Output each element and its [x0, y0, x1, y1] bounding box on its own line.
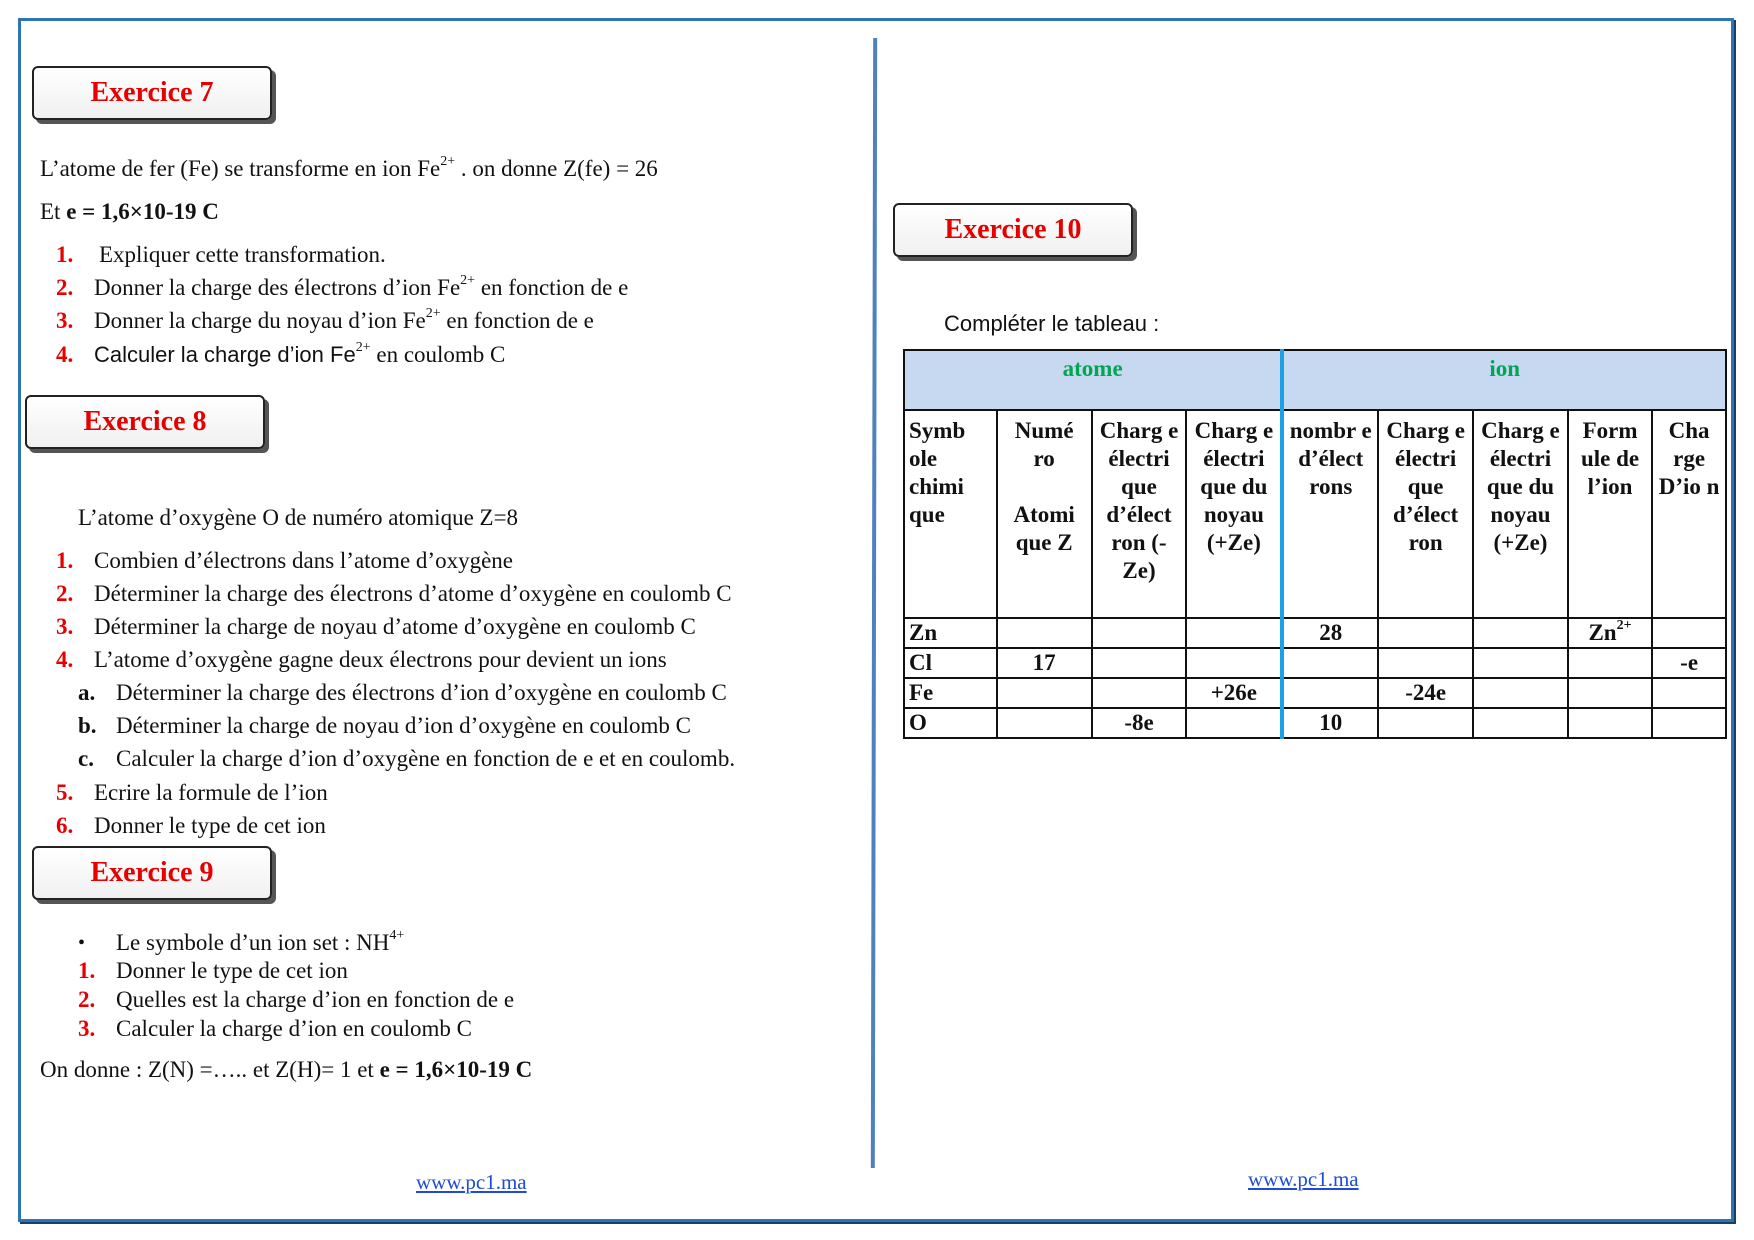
table-cell [997, 708, 1092, 738]
table-cell [1652, 678, 1726, 708]
table-cell [1473, 708, 1568, 738]
exercice-7-title-text: Exercice 7 [90, 77, 214, 108]
ex9-bullet: • [78, 932, 86, 954]
exercice-8-title [25, 395, 265, 449]
table-cell: -8e [1092, 708, 1187, 738]
ex8-q4: L’atome d’oxygène gagne deux électrons pour devient un ions [94, 647, 667, 672]
ex8-q2: Déterminer la charge des électrons d’atome d’oxygène en coulomb C [94, 581, 732, 606]
table-cell: -24e [1378, 678, 1473, 708]
table-cell: -e [1652, 648, 1726, 678]
exercice-9-title [32, 846, 272, 900]
ex8-q3-number: 3. [56, 614, 74, 639]
exercice-8-title-text: Exercice 8 [83, 406, 207, 437]
header-atomique-z-text: Atomi que Z [1013, 502, 1075, 555]
ex9-q3: Calculer la charge d’ion en coulomb C [116, 1016, 472, 1041]
table-cell [1652, 618, 1726, 648]
ex7-intro-superscript: 2+ [440, 154, 456, 169]
exercice-10-title-text: Exercice 10 [944, 214, 1082, 245]
table-cell [1473, 678, 1568, 708]
header-symbole-chimique: Symb ole chimi que [904, 410, 997, 618]
table-row [904, 648, 1726, 678]
table-cell [1282, 648, 1378, 678]
table-cell: 17 [997, 648, 1092, 678]
exercice-10-title [893, 203, 1133, 257]
ex7-q2-text: Donner la charge des électrons d’ion Fe [94, 275, 461, 300]
ex7-q1: Expliquer cette transformation. [99, 242, 386, 267]
table-cell [1186, 708, 1282, 738]
table-cell [1473, 618, 1568, 648]
ex8-q6: Donner le type de cet ion [94, 813, 326, 838]
table-row [904, 618, 1726, 648]
ex7-q3-text-end: en fonction de e [440, 308, 594, 333]
ex9-symbol-text: Le symbole d’un ion set : NH [116, 930, 390, 955]
table-cell [1186, 648, 1282, 678]
ex7-e-prefix: Et [40, 199, 67, 224]
ex8-qb: Déterminer la charge de noyau d’ion d’oxygène en coulomb C [116, 713, 692, 738]
table-cell: O [904, 708, 997, 738]
table-cell: Zn [904, 618, 997, 648]
exercice-9-title-text: Exercice 9 [90, 857, 214, 888]
table-cell [1282, 678, 1378, 708]
ex7-q3-superscript: 2+ [425, 306, 441, 321]
ex7-q2 [94, 275, 628, 301]
ex7-q4 [94, 342, 505, 368]
exercice-7-title [32, 66, 272, 120]
ex7-q4-number: 4. [56, 342, 74, 367]
header-charge-electron-atome: Charg e électri que d’élect ron (-Ze) [1092, 410, 1187, 618]
zn-formula-text: Zn [1588, 620, 1617, 645]
table-cell [1568, 678, 1652, 708]
ex9-given [40, 1057, 532, 1083]
ex8-q1-number: 1. [56, 548, 74, 573]
table-cell: 28 [1282, 618, 1378, 648]
group-header-atome: atome [904, 350, 1282, 410]
ex8-qb-letter: b. [78, 713, 97, 738]
table-cell: Cl [904, 648, 997, 678]
ex7-e-value: e = 1,6×10-19 C [66, 199, 219, 224]
ex8-q1: Combien d’électrons dans l’atome d’oxygène [94, 548, 513, 573]
ex8-q6-number: 6. [56, 813, 74, 838]
header-numero-text: Numé ro [1014, 418, 1074, 471]
ex7-q3-number: 3. [56, 308, 74, 333]
footer-link-left[interactable]: www.pc1.ma [416, 1170, 527, 1194]
ex7-intro-text: L’atome de fer (Fe) se transforme en ion Fe [40, 156, 441, 181]
ex8-qc-letter: c. [78, 746, 94, 771]
ex9-symbol-line [116, 930, 404, 956]
header-charge-ion: Cha rge D’io n [1652, 410, 1726, 618]
table-cell [1378, 618, 1473, 648]
ex9-q3-number: 3. [78, 1016, 96, 1041]
table-group-row [904, 350, 1726, 410]
zn-formula-superscript: 2+ [1616, 618, 1632, 633]
table-cell [1092, 678, 1187, 708]
header-charge-noyau-atome: Charg e électri que du noyau (+Ze) [1186, 410, 1282, 618]
ex9-q1-number: 1. [78, 958, 96, 983]
ex7-q2-text-end: en fonction de e [475, 275, 629, 300]
table-cell [1568, 648, 1652, 678]
table-cell [1186, 618, 1282, 648]
table-cell: Fe [904, 678, 997, 708]
ex8-qa: Déterminer la charge des électrons d’ion d’oxygène en coulomb C [116, 680, 727, 705]
ex9-q2-number: 2. [78, 987, 96, 1012]
header-nombre-electrons: nombr e d’élect rons [1282, 410, 1378, 618]
ex7-q4-superscript: 2+ [355, 340, 371, 355]
ex8-q5: Ecrire la formule de l’ion [94, 780, 328, 805]
ex8-intro: L’atome d’oxygène O de numéro atomique Z=8 [78, 505, 519, 530]
group-header-ion: ion [1282, 350, 1726, 410]
table-header-row [904, 410, 1726, 618]
table-cell-zn-formula [1568, 618, 1652, 648]
ex7-intro [40, 156, 658, 182]
ex9-given-text: On donne : Z(N) =….. et Z(H)= 1 et [40, 1057, 380, 1082]
header-formule-ion: Form ule de l’ion [1568, 410, 1652, 618]
ex7-q3 [94, 308, 594, 334]
ex8-q3: Déterminer la charge de noyau d’atome d’oxygène en coulomb C [94, 614, 696, 639]
table-cell [997, 618, 1092, 648]
header-numero-atomique [997, 410, 1092, 618]
ex8-q5-number: 5. [56, 780, 74, 805]
table-cell: +26e [1186, 678, 1282, 708]
ex8-qc: Calculer la charge d’ion d’oxygène en fonction de e et en coulomb. [116, 746, 736, 771]
table-cell [1568, 708, 1652, 738]
ex8-q4-number: 4. [56, 647, 74, 672]
table-cell [1378, 708, 1473, 738]
ex9-symbol-superscript: 4+ [389, 928, 405, 943]
ex9-given-e-value: e = 1,6×10-19 C [379, 1057, 533, 1082]
table-row [904, 708, 1726, 738]
table-cell [1092, 618, 1187, 648]
header-charge-electron-ion: Charg e électri que d’élect ron [1378, 410, 1473, 618]
ex8-q2-number: 2. [56, 581, 74, 606]
table-cell [1092, 648, 1187, 678]
ex8-qa-letter: a. [78, 680, 96, 705]
footer-link-right[interactable]: www.pc1.ma [1248, 1167, 1359, 1191]
ex9-q2: Quelles est la charge d’ion en fonction de e [116, 987, 515, 1012]
ex7-q3-text: Donner la charge du noyau d’ion Fe [94, 308, 426, 333]
atom-ion-table [903, 349, 1727, 739]
table-cell [1378, 648, 1473, 678]
ex7-q2-superscript: 2+ [460, 273, 476, 288]
ex7-elementary-charge [40, 199, 219, 225]
ex9-q1: Donner le type de cet ion [116, 958, 348, 983]
table-cell [1652, 708, 1726, 738]
table-cell [1473, 648, 1568, 678]
ex7-q1-number: 1. [56, 242, 74, 267]
ex7-q2-number: 2. [56, 275, 74, 300]
table-row [904, 678, 1726, 708]
ex10-instruction: Compléter le tableau : [944, 311, 1160, 336]
ex7-q4-text-end: en coulomb C [370, 342, 506, 367]
table-cell [997, 678, 1092, 708]
header-charge-noyau-ion: Charg e électri que du noyau (+Ze) [1473, 410, 1568, 618]
ex7-intro-text-end: . on donne Z(fe) = 26 [455, 156, 658, 181]
table-cell: 10 [1282, 708, 1378, 738]
ex7-q4-text: Calculer la charge d’ion Fe [94, 342, 356, 367]
